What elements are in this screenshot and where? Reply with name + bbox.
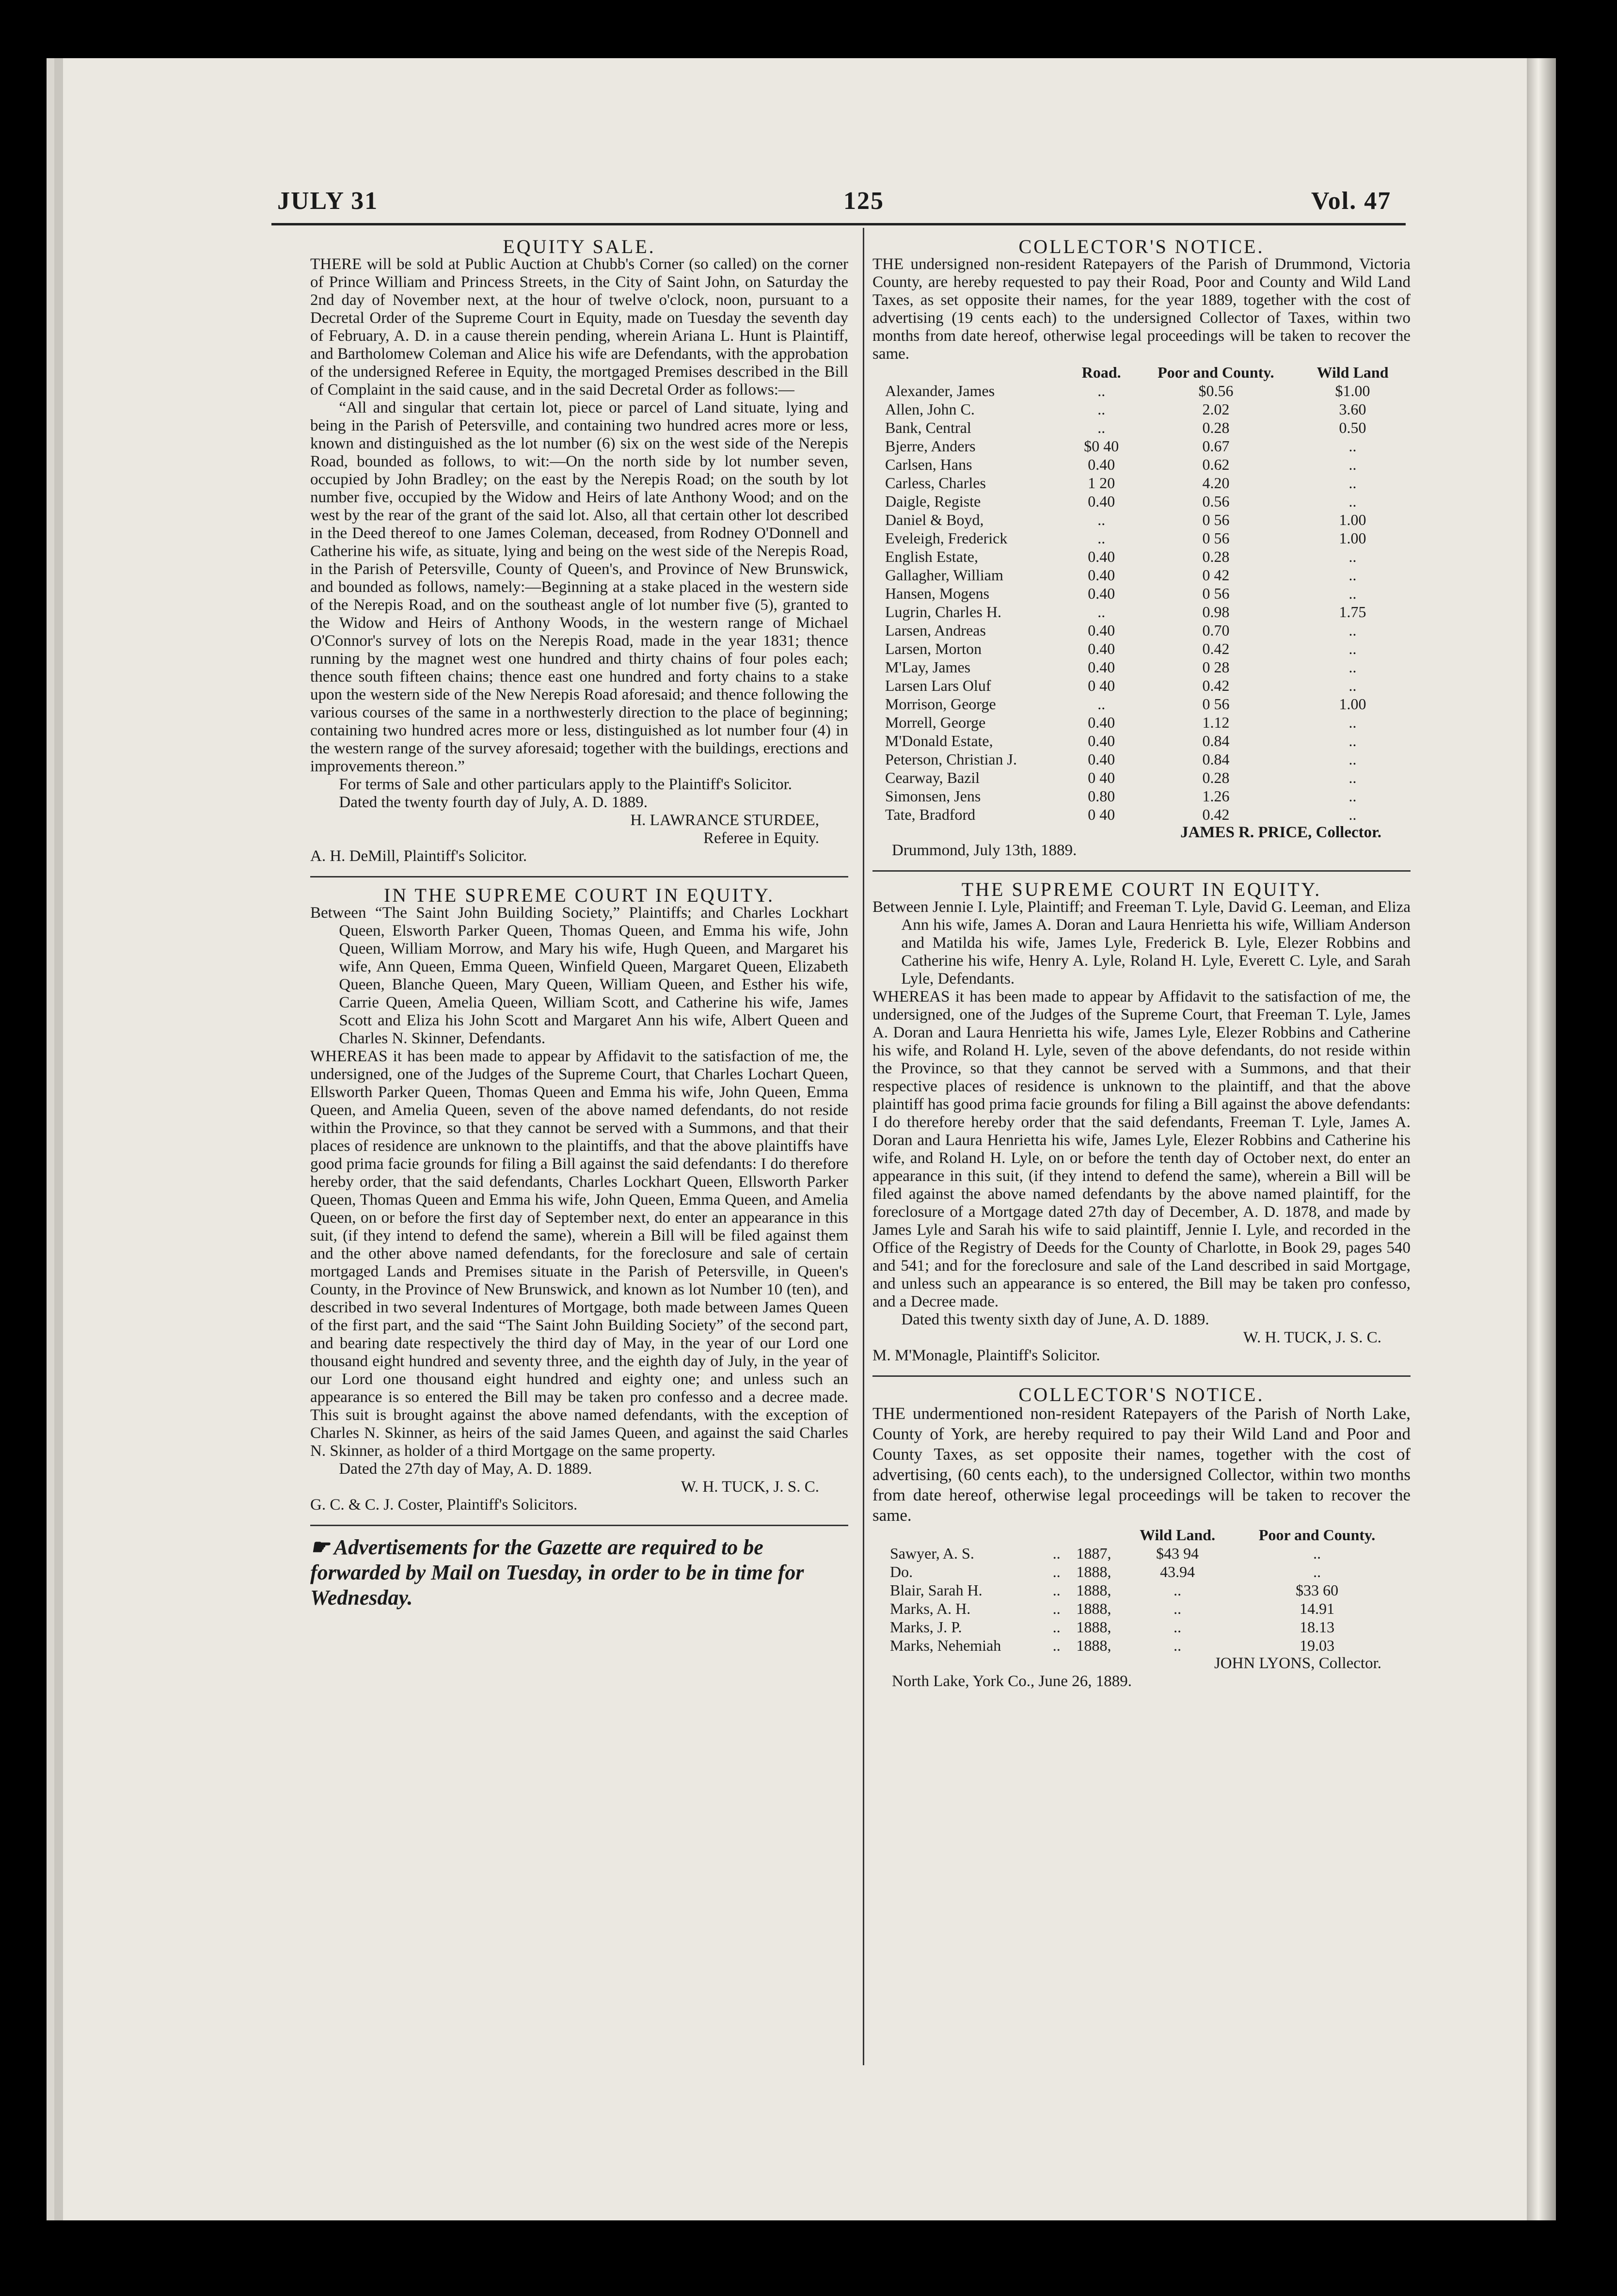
table-cell: $0 40 [1084,437,1119,455]
table-row [882,603,1406,621]
table-cell: .. [1348,658,1357,676]
table-cell: .. [1052,1600,1061,1617]
table-row [882,455,1406,474]
table-cell: 0.50 [1339,419,1366,436]
table-cell: 1887, [1076,1545,1111,1562]
header-date: JULY 31 [277,187,379,215]
table-row [882,510,1406,529]
table-cell: .. [1348,493,1357,510]
left-column [310,238,848,1610]
section-rule [872,870,1411,872]
table-cell: 0.40 [1088,566,1115,584]
table-cell: Morrison, George [885,695,996,713]
table-cell: Gallagher, William [885,566,1003,584]
table-cell: 1888, [1076,1600,1111,1617]
collector-2-intro: THE undermentioned non-resident Ratepayers of the Parish of North Lake, County of York, are hereby required to pay their Wild Land and Poor and County Taxes, as set opposite their names, together with the cost of advertising, (60 cents each), to the undersigned Collector, within two months from date hereof, otherwise legal proceedings will be taken to recover the same. [872,1404,1411,1525]
table-header-cell: Wild Land [1316,364,1389,381]
table-cell: 0.80 [1088,787,1115,805]
table-row [887,1618,1401,1636]
table-cell: .. [1052,1618,1061,1636]
header-volume: Vol. 47 [1311,187,1392,215]
table-row [887,1599,1401,1618]
table-cell: Daniel & Boyd, [885,511,984,528]
table-row [882,750,1406,768]
table-cell: .. [1313,1563,1321,1580]
collector-1-intro: THE undersigned non-resident Ratepayers of the Parish of Drummond, Victoria County, are hereby requested to pay their Road, Poor and County and Wild Land Taxes, as set opposite their names, for the year 1889, together with the cost of advertising (19 cents each) to the undersigned Collector of Taxes, within two months from date hereof, otherwise legal proceedings will be taken to recover the same. [872,255,1411,363]
table-cell: Marks, A. H. [890,1600,971,1617]
table-cell: Peterson, Christian J. [885,750,1017,768]
table-cell: 2.02 [1202,400,1230,418]
table-cell: .. [1348,750,1357,768]
table-cell: 1.00 [1339,511,1366,528]
table-cell: 0.40 [1088,585,1115,602]
table-cell: 0.98 [1202,603,1230,621]
table-cell: .. [1348,548,1357,565]
book-edge [1527,58,1556,2220]
table-row [882,400,1406,418]
table-cell: Simonsen, Jens [885,787,981,805]
table-row [882,732,1406,750]
equity-sale-para-2: “All and singular that certain lot, piece or parcel of Land situate, lying and being in the Parish of Petersville, and containing two hundred acres more or less, known and distinguished as the lot number (6) six on the west side of the Nerepis Road, bounded as follows, to wit:—On the north side by lot number seven, occupied by John Bradley; on the east by the Nerepis Road; on the south by lot number five, occupied by the Widow and Heirs of late Anthony Wood; and on the west by the rear of the grant of the said lot. Also, all that certain other lot described in the Deed thereof to one James Coleman, deceased, from Rodney O'Donnell and Catherine his wife, as situate, lying and being on the west side of the Nerepis Road, in the Parish of Petersville, County of Queen's, and Province of New Brunswick, and bounded as follows, namely:—Beginning at a stake placed in the western side of the Nerepis Road, and on the southeast angle of lot number five (5), granted to the Widow and Heirs of Anthony Woods, in the western range of Michael O'Connor's survey of lots on the Nerepis Road, made in the year 1831; thence running by the magnet west one hundred and thirty chains of four poles each; thence south fifteen chains; thence east one hundred and forty chains to a stake upon the western side of the New Nerepis Road aforesaid; and thence following the various courses of the same in a northwesterly direction to the place of beginning; containing two hundred acres more or less, distinguished as lot number four (4) in the western range of the survey aforesaid; together with the buildings, erections and improvements thereon.” [310,399,848,775]
table-header-row [882,363,1406,382]
table-header-row [887,1526,1401,1544]
collector-2-title: COLLECTOR'S NOTICE. [1018,1384,1265,1405]
north-lake-tax-table [887,1526,1401,1655]
supreme-court-1-parties: Between “The Saint John Building Society,” Plaintiffs; and Charles Lockhart Queen, Elsworth Parker Queen, Thomas Queen, and Emma his wife, John Queen, William Morrow, and Mary his wife, Hugh Queen, and Margaret his wife, Ann Queen, Emma Queen, Winfield Queen, Margaret Queen, Elizabeth Queen, Blanche Queen, Mary Queen, William Queen, and Esther his wife, Carrie Queen, Amelia Queen, William Scott, and Catherine his wife, James Scott and Eliza his John Scott and Margaret Ann his wife, Albert Queen and Charles N. Skinner, Defendants. [310,904,848,1047]
table-cell: .. [1348,787,1357,805]
table-cell: .. [1348,732,1357,749]
supreme-court-1-dated: Dated the 27th day of May, A. D. 1889. [339,1460,592,1478]
table-row [882,787,1406,805]
table-cell: Larsen, Morton [885,640,982,657]
table-cell: .. [1348,622,1357,639]
collector-1-dated: Drummond, July 13th, 1889. [892,842,1077,859]
table-cell: 1.12 [1202,714,1230,731]
table-cell: 0.40 [1088,658,1115,676]
supreme-court-2-body: WHEREAS it has been made to appear by Affidavit to the satisfaction of me, the undersigned, one of the Judges of the Supreme Court, that Freeman T. Lyle, James A. Doran and Laura Henrietta his wife, James Lyle, Elezer Robbins and Catherine his wife, and Roland H. Lyle, seven of the above defendants, do not reside within the Province, so that they cannot be served with a Summons, and that their respective places of residence is unknown to the plaintiff, and that the above plaintiff has good prima facie grounds for filing a Bill against the above defendants: I do therefore hereby order that the said defendants, Freeman T. Lyle, James A. Doran and Laura Henrietta his wife, James Lyle, Elezer Robbins and Catherine his wife, and Roland H. Lyle, on or before the tenth day of October next, do enter an appearance in this suit, (if they intend to defend the same), wherein a Bill will be filed against the above named defendants by the above named plaintiff, for the foreclosure of a Mortgage dated 27th day of December, A. D. 1878, and made by James Lyle and Sarah his wife to said plaintiff, Jennie I. Lyle, and recorded in the Office of the Registry of Deeds for the County of Charlotte, in Book 29, pages 540 and 541; and for the foreclosure and sale of the Land described in said Mortgage, and unless such an appearance is so entered, the Bill may be taken pro confesso, and a Decree made. [872,988,1411,1310]
table-cell: 0 56 [1202,695,1230,713]
table-row [887,1563,1401,1581]
equity-sale-signature: H. LAWRANCE STURDEE, [630,812,819,829]
table-cell: 0 56 [1202,585,1230,602]
pointing-hand-icon: ☛ [310,1535,334,1559]
table-cell: .. [1097,695,1106,713]
equity-sale-notice [310,238,848,865]
table-cell: 0.40 [1088,714,1115,731]
table-cell: 0.28 [1202,769,1230,786]
table-row [882,768,1406,787]
table-cell: $1.00 [1335,382,1370,399]
table-cell: 0 28 [1202,658,1230,676]
collector-2-signature: JOHN LYONS, Collector. [1214,1655,1381,1672]
table-cell: 0 40 [1088,806,1115,823]
table-cell: .. [1173,1600,1182,1617]
table-cell: .. [1097,419,1106,436]
supreme-court-1-title: IN THE SUPREME COURT IN EQUITY. [383,884,775,906]
table-cell: .. [1173,1581,1182,1599]
supreme-court-1-body: WHEREAS it has been made to appear by Affidavit to the satisfaction of me, the undersigned, one of the Judges of the Supreme Court, that Charles Lochart Queen, Ellsworth Parker Queen, Thomas Queen and Emma his wife, John Queen, Emma Queen, and Amelia Queen, seven of the above named defendants, do not reside within the Province, so that they cannot be served with a Summons, and that their places of residence are unknown to the plaintiffs, and that the above plaintiffs have good prima facie grounds for filing a Bill against the said defendants: I do therefore hereby order, that the said defendants, Charles Lockhart Queen, Ellsworth Parker Queen, Thomas Queen and Emma his wife, John Queen, Emma Queen, and Amelia Queen, on or before the first day of September next, do enter an appearance in this suit, (if they intend to defend the same), wherein a Bill will be filed against them and the other above named defendants, for the foreclosure and sale of certain mortgaged Lands and Premises situate in the Parish of Petersville, in Queen's County, in the Province of New Brunswick, and known as lot Number 10 (ten), and described in two several Indentures of Mortgage, both made between James Queen of the first part, and the said “The Saint John Building Society” of the second part, and bearing date respectively the third day of May, in the year of our Lord one thousand eight hundred and seventy three, and the eighth day of July, in the year of our Lord one thousand eight hundred and eighty one; and unless such an appearance is so entered the Bill may be taken pro confesso and a decree made. This suit is brought against the above named defendants, with the exception of Charles N. Skinner, as heirs of the said James Queen, and against the said Charles N. Skinner, as holder of a third Mortgage on the same property. [310,1048,848,1460]
table-cell: 0.28 [1202,419,1230,436]
table-cell: Carless, Charles [885,474,986,492]
collector-1-title: COLLECTOR'S NOTICE. [1018,236,1265,257]
table-cell: .. [1348,806,1357,823]
table-row [882,695,1406,713]
table-cell: Bjerre, Anders [885,437,976,455]
supreme-court-2-dated: Dated this twenty sixth day of June, A. D. 1889. [901,1311,1209,1328]
table-cell: 0 42 [1202,566,1230,584]
header-page-number: 125 [843,187,884,215]
supreme-court-2-title: THE SUPREME COURT IN EQUITY. [961,878,1322,900]
table-cell: 0.28 [1202,548,1230,565]
table-header-cell [1066,1526,1122,1544]
equity-sale-signature-title: Referee in Equity. [703,829,819,847]
table-cell: .. [1348,474,1357,492]
table-cell: 0.84 [1202,750,1230,768]
table-cell: 0.84 [1202,732,1230,749]
supreme-court-2-parties: Between Jennie I. Lyle, Plaintiff; and Freeman T. Lyle, David G. Leeman, and Eliza Ann his wife, James A. Doran and Laura Henrietta his wife, William Anderson and Matilda his wife, James Lyle, Frederick B. Lyle, Elezer Robbins and Catherine his wife, Henry A. Lyle, Roland H. Lyle, Everett C. Lyle, and Sarah Lyle, Defendants. [872,898,1411,988]
collector-notice-north-lake [872,1386,1411,1690]
table-cell: .. [1052,1545,1061,1562]
table-cell: Hansen, Mogens [885,585,990,602]
supreme-court-2-solicitor: M. M'Monagle, Plaintiff's Solicitor. [872,1347,1100,1364]
table-cell: Morrell, George [885,714,986,731]
table-cell: 0 40 [1088,769,1115,786]
table-row [882,805,1406,824]
table-cell: .. [1097,511,1106,528]
table-cell: English Estate, [885,548,978,565]
table-header-cell: Wild Land. [1140,1526,1216,1544]
table-cell: M'Donald Estate, [885,732,993,749]
table-cell: 0.42 [1202,640,1230,657]
table-cell: 0.40 [1088,456,1115,473]
table-cell: .. [1348,437,1357,455]
supreme-court-2-signature: W. H. TUCK, J. S. C. [1243,1329,1381,1346]
table-row [882,547,1406,566]
table-cell: 0.40 [1088,640,1115,657]
table-cell: .. [1348,677,1357,694]
table-row [882,713,1406,732]
table-cell: 0.67 [1202,437,1230,455]
table-cell: Marks, Nehemiah [890,1637,1001,1654]
table-cell: .. [1313,1545,1321,1562]
header-rule [271,223,1406,225]
table-cell: 1.75 [1339,603,1366,621]
table-cell: Alexander, James [885,382,995,399]
table-header-cell: Road. [1081,364,1121,381]
table-header-cell [1047,1526,1066,1544]
table-cell: Do. [890,1563,913,1580]
table-cell: Blair, Sarah H. [890,1581,983,1599]
advertisement-text: Advertisements for the Gazette are required to be forwarded by Mail on Tuesday, in order to be in time for Wednesday. [310,1535,804,1610]
table-cell: Lugrin, Charles H. [885,603,1001,621]
table-row [882,676,1406,695]
table-header-cell [882,363,1071,382]
table-row [882,584,1406,603]
table-header-cell: Poor and County. [1258,1526,1376,1544]
table-cell: .. [1097,529,1106,547]
table-cell: $43 94 [1156,1545,1199,1562]
equity-sale-title: EQUITY SALE. [503,236,656,257]
drummond-tax-table [882,363,1406,824]
supreme-court-notice-2 [872,880,1411,1365]
table-row [882,474,1406,492]
table-cell: 0.62 [1202,456,1230,473]
table-cell: 1888, [1076,1637,1111,1654]
table-cell: Carlsen, Hans [885,456,972,473]
table-cell: 1.00 [1339,529,1366,547]
collector-2-dated: North Lake, York Co., June 26, 1889. [892,1673,1132,1690]
table-cell: 1888, [1076,1618,1111,1636]
table-cell: 1 20 [1088,474,1115,492]
table-cell: .. [1097,603,1106,621]
table-cell: 0.42 [1202,677,1230,694]
table-cell: 0.40 [1088,622,1115,639]
equity-sale-dated: Dated the twenty fourth day of July, A. D. 1889. [339,794,648,811]
table-row [882,639,1406,658]
collector-1-signature: JAMES R. PRICE, Collector. [1180,824,1381,841]
table-row [882,621,1406,639]
table-cell: 1.00 [1339,695,1366,713]
table-row [887,1581,1401,1599]
section-rule [310,1525,848,1526]
equity-sale-para-1: THERE will be sold at Public Auction at Chubb's Corner (so called) on the corner of Prince William and Princess Streets, in the City of Saint John, on Saturday the 2nd day of November next, at the hour of twelve o'clock, noon, pursuant to a Decretal Order of the Supreme Court in Equity, made on Tuesday the seventh day of February, A. D. in a cause therein pending, wherein Ariana L. Hunt is Plaintiff, and Bartholomew Coleman and Alice his wife are Defendants, with the approbation of the undersigned Referee in Equity, the mortgaged Premises described in the Bill of Complaint in the said cause, and in the said Decretal Order as follows:— [310,255,848,399]
table-cell: Larsen Lars Oluf [885,677,991,694]
table-cell: 0 56 [1202,529,1230,547]
table-cell: 3.60 [1339,400,1366,418]
supreme-court-notice-1 [310,886,848,1514]
table-cell: 0 40 [1088,677,1115,694]
table-cell: Cearway, Bazil [885,769,980,786]
table-cell: $0.56 [1198,382,1234,399]
table-row [882,566,1406,584]
table-cell: .. [1173,1618,1182,1636]
table-cell: .. [1348,640,1357,657]
table-cell: 19.03 [1300,1637,1335,1654]
table-cell: .. [1348,456,1357,473]
table-cell: .. [1097,400,1106,418]
table-cell: .. [1097,382,1106,399]
table-cell: 0.40 [1088,493,1115,510]
supreme-court-1-signature: W. H. TUCK, J. S. C. [681,1478,819,1496]
table-cell: Sawyer, A. S. [890,1545,974,1562]
table-cell: 0.40 [1088,732,1115,749]
table-cell: 1888, [1076,1563,1111,1580]
table-cell: $33 60 [1296,1581,1339,1599]
table-cell: Marks, J. P. [890,1618,962,1636]
supreme-court-1-solicitor: G. C. & C. J. Coster, Plaintiff's Solicitors. [310,1496,578,1514]
table-row [882,382,1406,400]
table-row [882,437,1406,455]
equity-sale-para-3: For terms of Sale and other particulars apply to the Plaintiff's Solicitor. [339,776,793,793]
table-cell: Bank, Central [885,419,971,436]
collector-notice-drummond [872,238,1411,860]
table-cell: 0.56 [1202,493,1230,510]
table-row [887,1636,1401,1655]
table-cell: .. [1348,566,1357,584]
table-row [882,492,1406,510]
table-cell: .. [1348,769,1357,786]
table-cell: 43.94 [1160,1563,1195,1580]
advertisement-notice [310,1535,848,1610]
table-cell: .. [1173,1637,1182,1654]
table-row [887,1544,1401,1563]
table-cell: 0 56 [1202,511,1230,528]
table-cell: Larsen, Andreas [885,622,986,639]
table-cell: 14.91 [1300,1600,1335,1617]
table-cell: 0.40 [1088,548,1115,565]
table-cell: Eveleigh, Frederick [885,529,1008,547]
section-rule [310,876,848,877]
table-cell: Allen, John C. [885,400,975,418]
right-column [872,238,1411,1690]
column-divider [863,228,864,2065]
table-cell: 0.70 [1202,622,1230,639]
table-cell: M'Lay, James [885,658,971,676]
table-cell: Daigle, Registe [885,493,981,510]
table-cell: 0.42 [1202,806,1230,823]
table-cell: .. [1348,585,1357,602]
table-header-cell: Poor and County. [1157,364,1274,381]
equity-sale-solicitor: A. H. DeMill, Plaintiff's Solicitor. [310,847,527,865]
table-cell: 1888, [1076,1581,1111,1599]
table-cell: 1.26 [1202,787,1230,805]
table-row [882,658,1406,676]
table-cell: .. [1052,1581,1061,1599]
table-row [882,529,1406,547]
table-cell: .. [1348,714,1357,731]
table-header-cell [887,1526,1047,1544]
section-rule [872,1375,1411,1377]
table-cell: 4.20 [1202,474,1230,492]
table-cell: .. [1052,1563,1061,1580]
table-row [882,418,1406,437]
table-cell: Tate, Bradford [885,806,976,823]
table-cell: .. [1052,1637,1061,1654]
table-cell: 0.40 [1088,750,1115,768]
table-cell: 18.13 [1300,1618,1335,1636]
